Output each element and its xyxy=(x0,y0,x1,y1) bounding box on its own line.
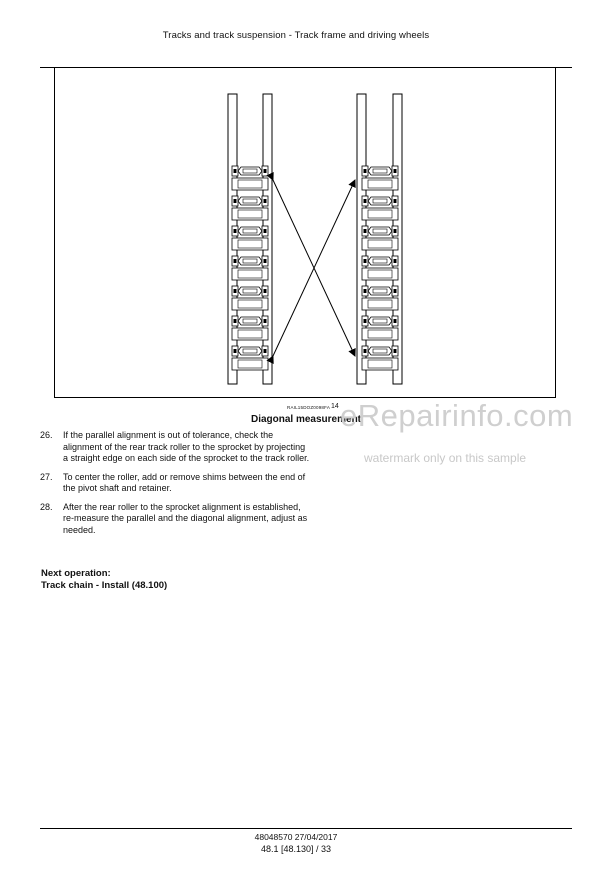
procedure-steps xyxy=(40,430,310,543)
next-operation-link[interactable]: Track chain - Install (48.100) xyxy=(41,580,168,591)
step-26 xyxy=(40,430,310,465)
step-text: After the rear roller to the sprocket alignment is established, re-measure the parallel and the diagonal alignment, adjust as needed. xyxy=(63,501,308,535)
step-28 xyxy=(40,502,310,537)
diagonal-measurement-diagram xyxy=(54,68,556,398)
right-track-rollers xyxy=(362,166,398,370)
left-track-rollers xyxy=(232,166,268,370)
page-header-title: Tracks and track suspension - Track frame and driving wheels xyxy=(162,30,430,41)
watermark-text: eRepairinfo.com xyxy=(340,398,574,433)
step-text: If the parallel alignment is out of tolerance, check the alignment of the rear track roller to the sprocket by projecting a straight edge on each side of the sprocket to the track roller. xyxy=(63,430,310,463)
left-track-frame xyxy=(228,94,272,384)
figure-code: RAIL15DOZ0098FA xyxy=(287,405,331,410)
step-number: 26. xyxy=(40,430,53,440)
watermark-subtext: watermark only on this sample xyxy=(364,451,527,465)
figure-number: 14 xyxy=(331,403,339,410)
footer-divider xyxy=(40,828,572,829)
footer-page-number: 48.1 [48.130] / 33 xyxy=(260,844,332,854)
step-number: 27. xyxy=(40,471,53,482)
right-track-frame xyxy=(357,94,402,384)
next-operation-label: Next operation: xyxy=(41,568,111,579)
footer-doc-code: 48048570 27/04/2017 xyxy=(254,832,338,842)
diagonal-arrows xyxy=(273,180,355,356)
step-number: 28. xyxy=(40,501,53,512)
step-text: To center the roller, add or remove shims between the end of the pivot shaft and retainer. xyxy=(63,471,306,493)
step-27 xyxy=(40,472,310,495)
figure-caption: Diagonal measurement xyxy=(250,414,362,425)
